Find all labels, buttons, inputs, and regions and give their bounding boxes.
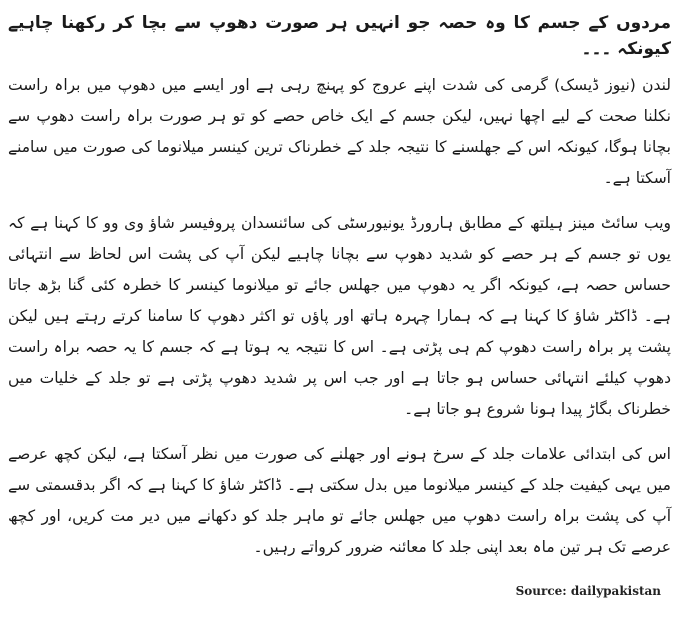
article-paragraph-2: ویب سائٹ مینز ہیلتھ کے مطابق ہارورڈ یونیورسٹی کی سائنسدان پروفیسر شاؤ وی وو کا کہنا ہے کہ یوں تو جسم کے ہر حصے کو شدید دھوپ سے بچانا چاہیے لیکن آپ کی پشت اس لحاظ سے انتہائی حساس حصہ ہے، کیونکہ اگر یہ دھوپ میں جھلس جائے تو میلانوما کینسر کا خطرہ کئی گنا بڑھ جاتا ہے۔ ڈاکٹر شاؤ کا کہنا ہے کہ ہمارا چہرہ ہاتھ اور پاؤں تو اکثر دھوپ کا سامنا کرتے رہتے ہیں لیکن پشت پر براہ راست دھوپ کم ہی پڑتی ہے۔ اس کا نتیجہ یہ ہوتا ہے کہ جسم کا یہ حصہ براہ راست دھوپ کیلئے انتہائی حساس ہو جاتا ہے اور جب اس پر شدید دھوپ پڑتی ہے تو جلد کے خلیات میں خطرناک بگاڑ پیدا ہونا شروع ہو جاتا ہے۔ <box>8 214 671 418</box>
source-credit: Source: dailypakistan <box>515 584 661 598</box>
article-paragraph-3: اس کی ابتدائی علامات جلد کے سرخ ہونے اور جھلنے کی صورت میں نظر آسکتا ہے، لیکن کچھ عرصے میں یہی کیفیت جلد کے کینسر میلانوما میں بدل سکتی ہے۔ ڈاکٹر شاؤ کا کہنا ہے کہ اگر بدقسمتی سے آپ کی پشت براہ راست دھوپ میں جھلس جائے تو ماہر جلد کو دکھانے میں دیر مت کریں، اور کچھ عرصے تک ہر تین ماہ بعد اپنی جلد کا معائنہ ضرور کرواتے رہیں۔ <box>8 445 671 556</box>
article-paragraph-1: لندن (نیوز ڈیسک) گرمی کی شدت اپنے عروج کو پہنچ رہی ہے اور ایسے میں دھوپ میں براہ راست نکلنا صحت کے لیے اچھا نہیں، لیکن جسم کے ایک خاص حصے کو تو ہر صورت براہ راست دھوپ سے بچانا ہوگا، کیونکہ اس کے جھلسنے کا نتیجہ جلد کے خطرناک ترین کینسر میلانوما کی صورت میں سامنے آسکتا ہے۔ <box>8 76 671 187</box>
news-article <box>8 10 671 577</box>
article-headline: مردوں کے جسم کا وہ حصہ جو انہیں ہر صورت دھوپ سے بچا کر رکھنا چاہیے کیونکہ ۔۔۔ <box>8 13 671 59</box>
